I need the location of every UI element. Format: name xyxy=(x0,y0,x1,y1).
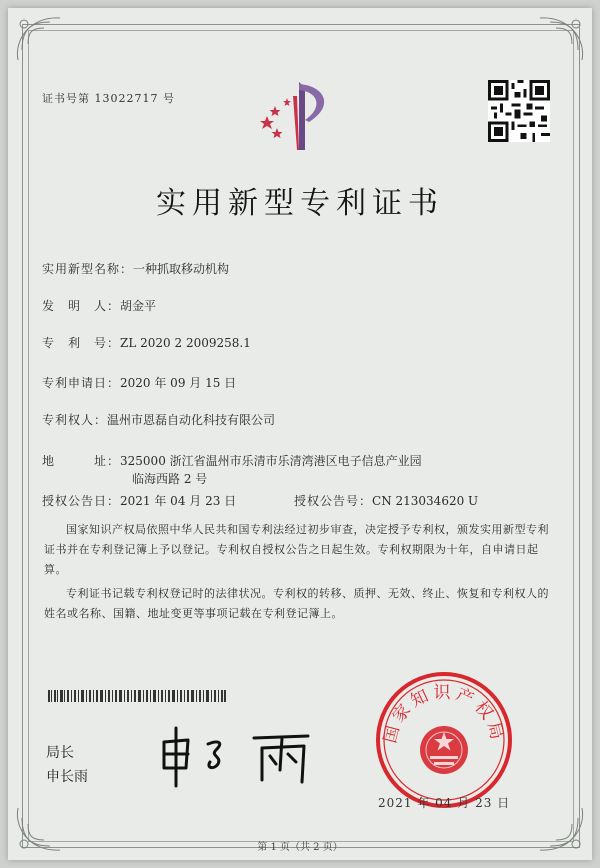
field-apply-date-value: 2020 年 09 月 15 日 xyxy=(120,376,237,390)
field-address-line1: 325000 浙江省温州市乐清市乐清湾港区电子信息产业园 xyxy=(120,454,422,468)
field-address-label: 地 址： xyxy=(42,454,121,468)
field-inventor xyxy=(42,297,156,314)
field-grant-number-value: CN 213034620 U xyxy=(372,494,479,508)
field-apply-date-label: 专利申请日： xyxy=(42,376,121,390)
field-apply-date xyxy=(42,374,236,391)
cnipa-logo-icon xyxy=(253,76,343,156)
field-grant-date-label: 授权公告日： xyxy=(42,494,121,508)
official-seal-icon xyxy=(374,670,514,810)
certificate-page xyxy=(8,8,592,860)
field-holder-label: 专利权人： xyxy=(42,413,108,427)
signatory-name: 申长雨 xyxy=(46,769,88,785)
barcode-icon xyxy=(48,690,226,702)
qr-code-icon xyxy=(488,80,550,142)
field-grant-number xyxy=(294,492,478,509)
signatory-title: 局长 xyxy=(46,745,74,761)
field-address-line2: 临海西路 2 号 xyxy=(132,472,208,486)
field-grant-date-value: 2021 年 04 月 23 日 xyxy=(120,494,237,508)
corner-ornament-icon xyxy=(10,10,70,70)
field-patent-number-value: ZL 2020 2 2009258.1 xyxy=(120,336,251,350)
paragraph-grant-notice: 国家知识产权局依照中华人民共和国专利法经过初步审查，决定授予专利权，颁发实用新型专利证书并在专利登记簿上予以登记。专利权自授权公告之日起生效。专利权期限为十年，自申请日起算。 xyxy=(44,523,549,576)
seal-date: 2021 年 04 月 23 日 xyxy=(378,796,511,810)
field-name xyxy=(42,260,229,277)
field-inventor-label: 发 明 人： xyxy=(42,299,121,313)
field-address xyxy=(42,452,422,469)
svg-text:国家知识产权局: 国家知识产权局 xyxy=(380,683,508,746)
field-holder xyxy=(42,411,275,428)
certificate-number xyxy=(42,90,175,106)
handwritten-signature-icon xyxy=(158,720,318,790)
field-inventor-value: 胡金平 xyxy=(120,299,157,313)
corner-ornament-icon xyxy=(530,10,590,70)
field-holder-value: 温州市恩磊自动化科技有限公司 xyxy=(107,413,276,427)
field-name-value: 一种抓取移动机构 xyxy=(133,262,230,276)
certificate-title: 实用新型专利证书 xyxy=(156,186,444,221)
certificate-number-suffix: 号 xyxy=(163,92,175,105)
field-name-label: 实用新型名称： xyxy=(42,262,134,276)
certificate-number-value: 13022717 xyxy=(94,92,159,105)
field-patent-number xyxy=(42,334,251,351)
field-grant-number-label: 授权公告号： xyxy=(294,494,373,508)
field-grant-date xyxy=(42,492,236,509)
field-patent-number-label: 专 利 号： xyxy=(42,336,121,350)
paragraph-legal-status: 专利证书记载专利权登记时的法律状况。专利权的转移、质押、无效、终止、恢复和专利权人的姓名或名称、国籍、地址变更等事项记载在专利登记簿上。 xyxy=(44,587,549,620)
page-number: 第 1 页（共 2 页） xyxy=(257,842,343,853)
certificate-number-label: 证书号第 xyxy=(42,92,90,105)
